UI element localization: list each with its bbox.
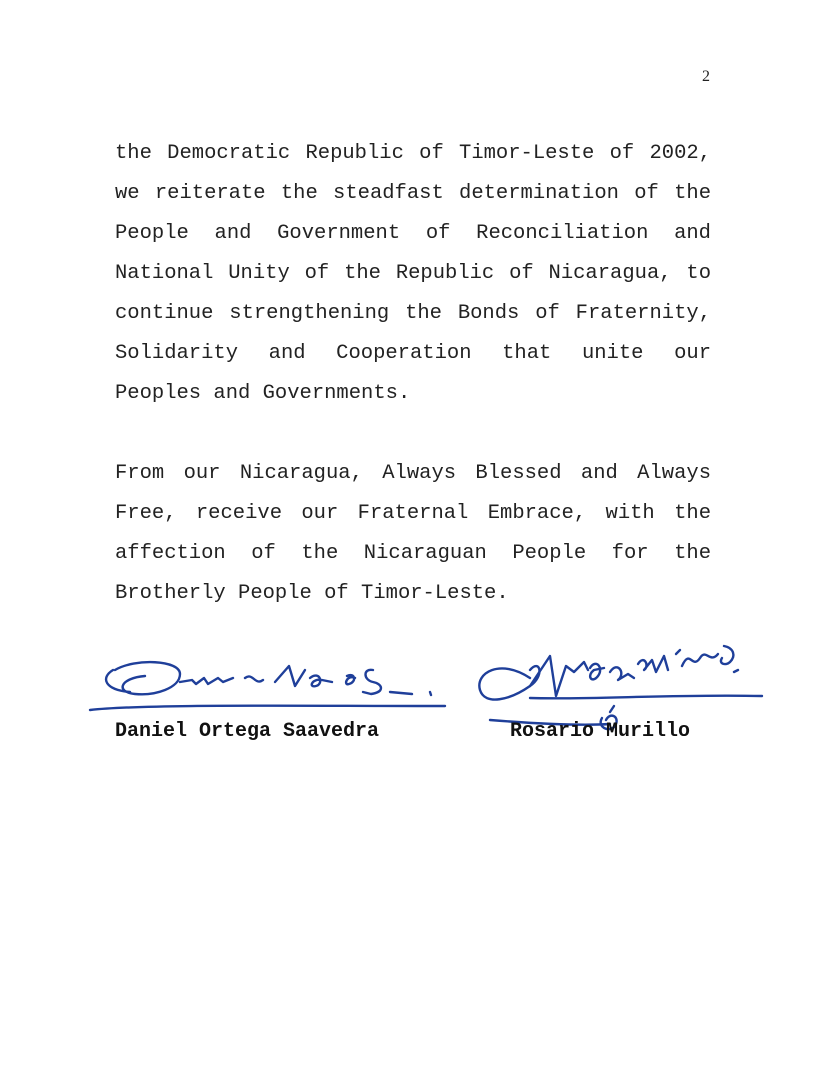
letter-paragraph-2: From our Nicaragua, Always Blessed and Always Free, receive our Fraternal Embrace, with the affection of the Nicaraguan People for the Brotherly People of Timor-Leste. [115, 462, 711, 605]
signature-daniel-ortega [85, 648, 445, 718]
page-number: 2 [702, 68, 710, 85]
signatory-name-1: Daniel Ortega Saavedra [115, 720, 380, 743]
signatory-name-2: Rosario Murillo [510, 720, 691, 743]
letter-paragraph-1: the Democratic Republic of Timor-Leste of 2002, we reiterate the steadfast determination of the People and Government of Reconciliation and National Unity of the Republic of Nicaragua, to continue strengthening the Bonds of Fraternity, Solidarity and Cooperation that unite our Peoples and Governments. [115, 142, 711, 405]
